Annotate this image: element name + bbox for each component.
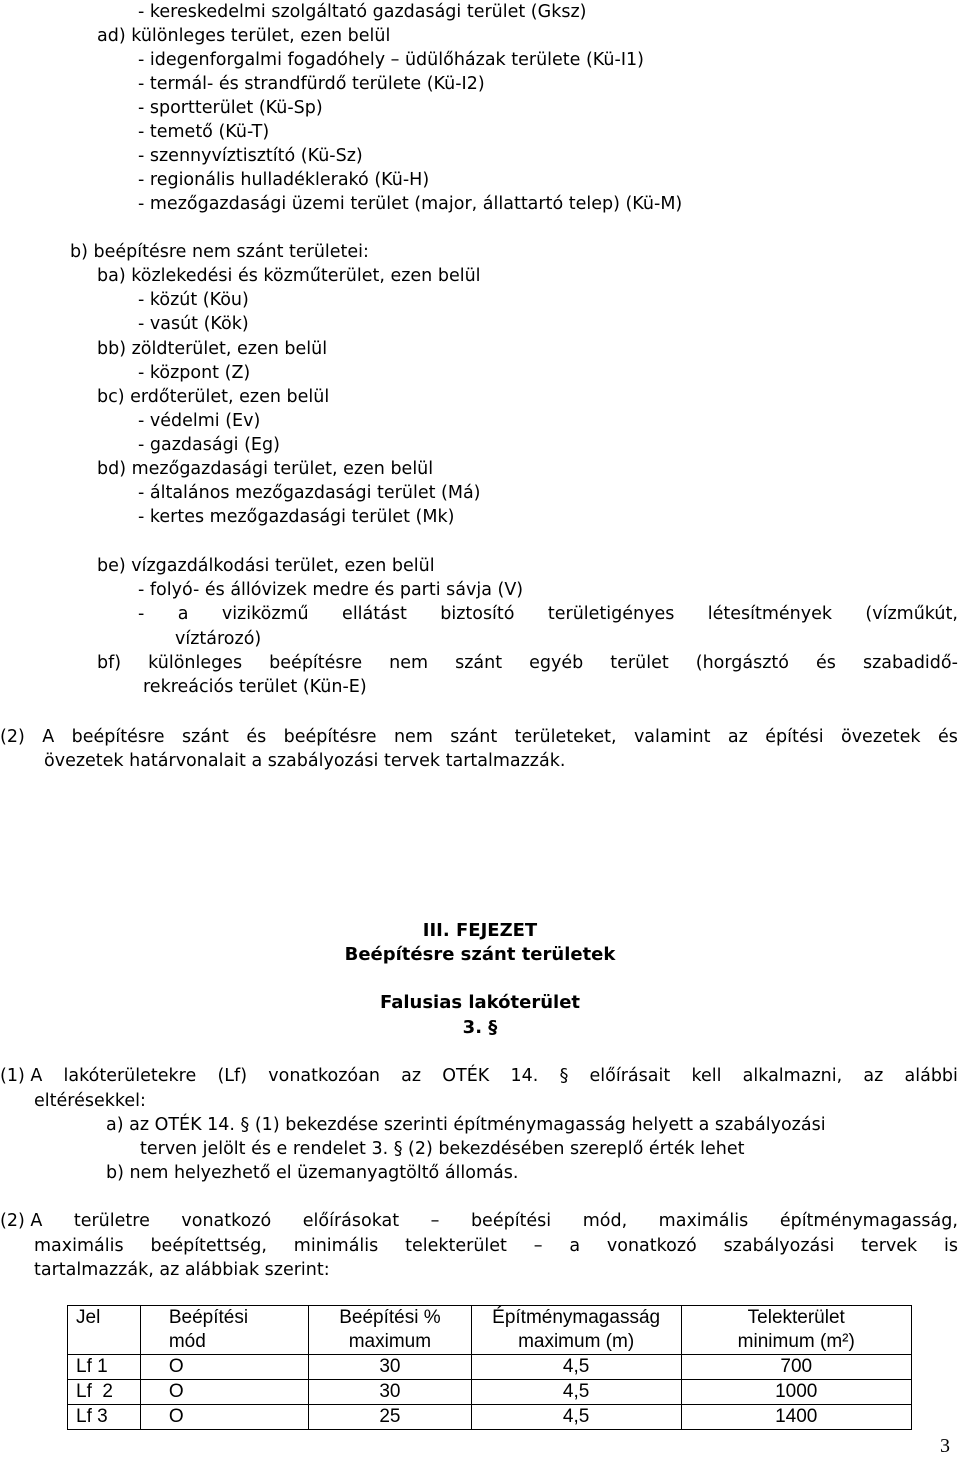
table-cell: O [140, 1355, 308, 1380]
list-item: - folyó- és állóvizek medre és parti sávja (V) [138, 580, 524, 600]
list-item: - regionális hulladéklerakó (Kü-H) [138, 170, 430, 190]
justified-line: bf) különleges beépítésre nem szánt egyéb terület (horgásztó és szabadidő- [97, 653, 958, 673]
table-cell: 4,5 [471, 1380, 681, 1405]
list-item: - temető (Kü-T) [138, 122, 270, 142]
list-item: - vasút (Kök) [138, 314, 249, 334]
text-line: rekreációs terület (Kün-E) [143, 677, 367, 697]
list-item: bb) zöldterület, ezen belül [97, 339, 328, 359]
table-cell: 1000 [681, 1380, 912, 1405]
list-item: - idegenforgalmi fogadóhely – üdülőházak területe (Kü-I1) [138, 50, 644, 70]
paragraph-line: (2) A területre vonatkozó előírásokat – beépítési mód, maximális építménymagasság, [0, 1211, 958, 1231]
list-item: - mezőgazdasági üzemi terület (major, állattartó telep) (Kü-M) [138, 194, 683, 214]
list-item: - kertes mezőgazdasági terület (Mk) [138, 507, 455, 527]
table-header-cell: Telekterület minimum (m²) [681, 1306, 912, 1355]
table-header-cell: Jel [68, 1306, 141, 1355]
list-item: - szennyvíztisztító (Kü-Sz) [138, 146, 363, 166]
table-cell: 25 [309, 1405, 472, 1430]
text-line: övezetek határvonalait a szabályozási tervek tartalmazzák. [44, 751, 566, 771]
text-line: víztározó) [175, 629, 262, 649]
table-row [68, 1355, 912, 1380]
table-cell: 4,5 [471, 1405, 681, 1430]
list-item: - termál- és strandfürdő területe (Kü-I2) [138, 74, 485, 94]
justified-line: (2) A beépítésre szánt és beépítésre nem szánt területeket, valamint az építési övezetek és [0, 727, 958, 747]
paragraph-line: eltérésekkel: [34, 1091, 146, 1111]
list-item: - kereskedelmi szolgáltató gazdasági terület (Gksz) [138, 2, 587, 22]
paragraph-line: maximális beépítettség, minimális telekterület – a vonatkozó szabályozási tervek is [34, 1236, 958, 1256]
justified-line: - a viziközmű ellátást biztosító területigényes létesítmények (vízműkút, [138, 604, 958, 624]
list-item: ad) különleges terület, ezen belül [97, 26, 391, 46]
table-cell: Lf 2 [68, 1380, 141, 1405]
list-item: - sportterület (Kü-Sp) [138, 98, 323, 118]
page-number: 3 [940, 1435, 950, 1457]
table-header-cell: Beépítési % maximum [309, 1306, 472, 1355]
paragraph-line: tartalmazzák, az alábbiak szerint: [34, 1260, 330, 1280]
table-cell: 4,5 [471, 1355, 681, 1380]
list-item: bc) erdőterület, ezen belül [97, 387, 330, 407]
table-cell: Lf 1 [68, 1355, 141, 1380]
paragraph-line: b) nem helyezhető el üzemanyagtöltő állomás. [106, 1163, 519, 1183]
table-cell: 700 [681, 1355, 912, 1380]
zoning-table [67, 1305, 912, 1430]
table-cell: Lf 3 [68, 1405, 141, 1430]
list-item: bd) mezőgazdasági terület, ezen belül [97, 459, 434, 479]
table-header-cell: Beépítési mód [140, 1306, 308, 1355]
paragraph-line: (1) A lakóterületekre (Lf) vonatkozóan az OTÉK 14. § előírásait kell alkalmazni, az alábbi [0, 1066, 958, 1086]
list-item: b) beépítésre nem szánt területei: [70, 242, 369, 262]
section-heading: III. FEJEZET [422, 920, 538, 941]
table-row [68, 1405, 912, 1430]
list-item: - közút (Köu) [138, 290, 249, 310]
table-cell: 1400 [681, 1405, 912, 1430]
paragraph-line: terven jelölt és e rendelet 3. § (2) bekezdésében szereplő érték lehet [140, 1139, 745, 1159]
table-cell: O [140, 1380, 308, 1405]
paragraph-line: a) az OTÉK 14. § (1) bekezdése szerinti építménymagasság helyett a szabályozási [106, 1115, 826, 1135]
section-heading: 3. § [462, 1017, 498, 1038]
list-item: - központ (Z) [138, 363, 251, 383]
table-cell: O [140, 1405, 308, 1430]
section-heading: Beépítésre szánt területek [344, 944, 616, 965]
list-item: ba) közlekedési és közműterület, ezen belül [97, 266, 481, 286]
table-cell: 30 [309, 1380, 472, 1405]
table-header-cell: Építménymagasság maximum (m) [471, 1306, 681, 1355]
table-header-row [68, 1306, 912, 1355]
table-cell: 30 [309, 1355, 472, 1380]
section-heading: Falusias lakóterület [379, 992, 581, 1013]
table-row [68, 1380, 912, 1405]
list-item: - gazdasági (Eg) [138, 435, 280, 455]
list-item: - általános mezőgazdasági terület (Má) [138, 483, 481, 503]
list-item: - védelmi (Ev) [138, 411, 261, 431]
list-item: be) vízgazdálkodási terület, ezen belül [97, 556, 435, 576]
